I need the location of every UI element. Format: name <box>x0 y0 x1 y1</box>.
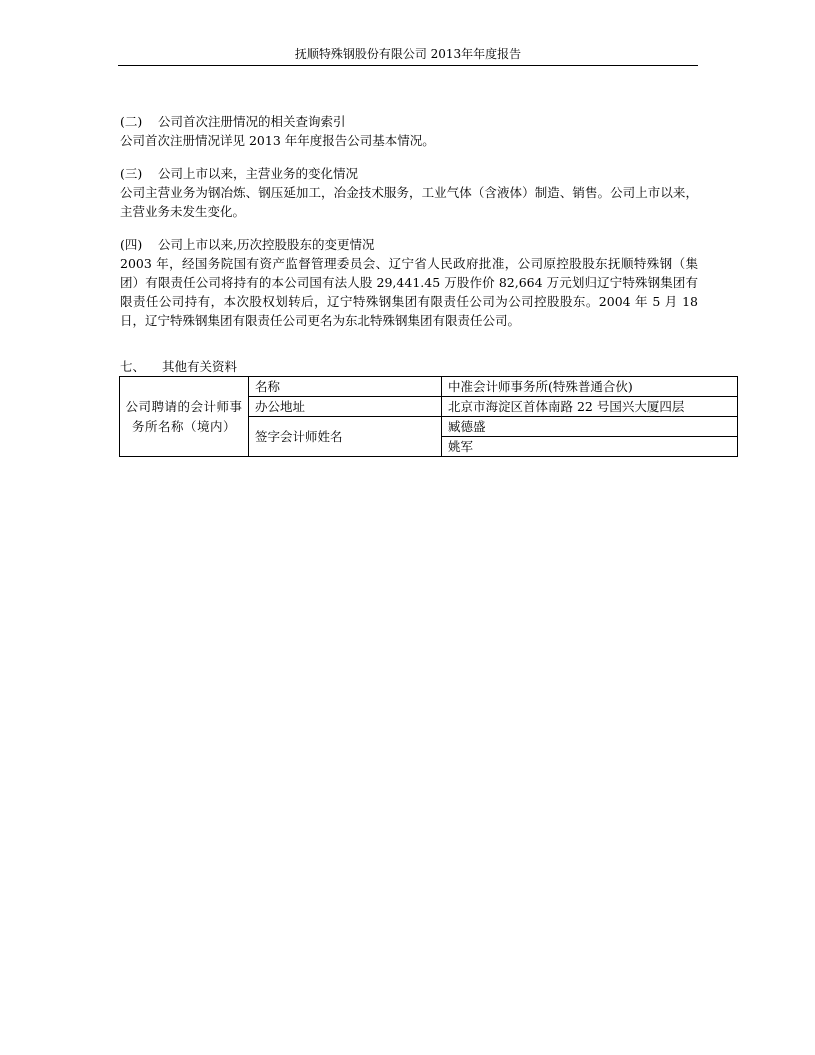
section-title: 公司上市以来,历次控股股东的变更情况 <box>158 237 375 252</box>
section-registration-index <box>120 112 698 150</box>
name-value: 中准会计师事务所(特殊普通合伙) <box>442 377 738 397</box>
auditor-group-label: 公司聘请的会计师事务所名称（境内） <box>120 377 249 457</box>
section-heading <box>120 235 698 254</box>
section-number: (三) <box>120 166 143 181</box>
table-row <box>120 377 738 397</box>
section-heading <box>120 112 698 131</box>
section-body: 公司主营业务为钢冶炼、钢压延加工，冶金技术服务，工业气体（含液体）制造、销售。公司上市以来，主营业务未发生变化。 <box>120 185 698 219</box>
signer-value-1: 臧德盛 <box>442 417 738 437</box>
section-body: 公司首次注册情况详见 2013 年年度报告公司基本情况。 <box>120 133 435 148</box>
section-other-info-heading <box>120 358 237 376</box>
section-number: (二) <box>120 114 143 129</box>
section-title: 公司上市以来，主营业务的变化情况 <box>158 166 359 181</box>
section-heading <box>120 164 698 183</box>
signer-label: 签字会计师姓名 <box>249 417 442 457</box>
section-shareholder-changes <box>120 235 698 330</box>
name-label: 名称 <box>249 377 442 397</box>
section-number: (四) <box>120 237 143 252</box>
section-title: 公司首次注册情况的相关查询索引 <box>158 114 346 129</box>
section-number: 七、 <box>120 359 146 374</box>
address-value: 北京市海淀区首体南路 22 号国兴大厦四层 <box>442 397 738 417</box>
page-header: 抚顺特殊钢股份有限公司 2013年年度报告 <box>294 47 522 61</box>
header-divider <box>118 65 698 66</box>
auditor-info-table <box>119 376 738 457</box>
section-body: 2003 年，经国务院国有资产监督管理委员会、辽宁省人民政府批准，公司原控股股东抚顺特殊钢（集团）有限责任公司将持有的本公司国有法人股 29,441.45 万股作价 82,664 万元划归辽宁特殊钢集团有限责任公司持有，本次股权划转后，辽宁特殊钢集团有限责任公司为公司控股股东。2004 年 5 月 18 日，辽宁特殊钢集团有限责任公司更名为东北特殊钢集团有限责任公司。 <box>120 256 698 328</box>
signer-value-2: 姚军 <box>442 437 738 457</box>
section-business-changes <box>120 164 698 221</box>
section-title: 其他有关资料 <box>162 359 238 374</box>
address-label: 办公地址 <box>249 397 442 417</box>
